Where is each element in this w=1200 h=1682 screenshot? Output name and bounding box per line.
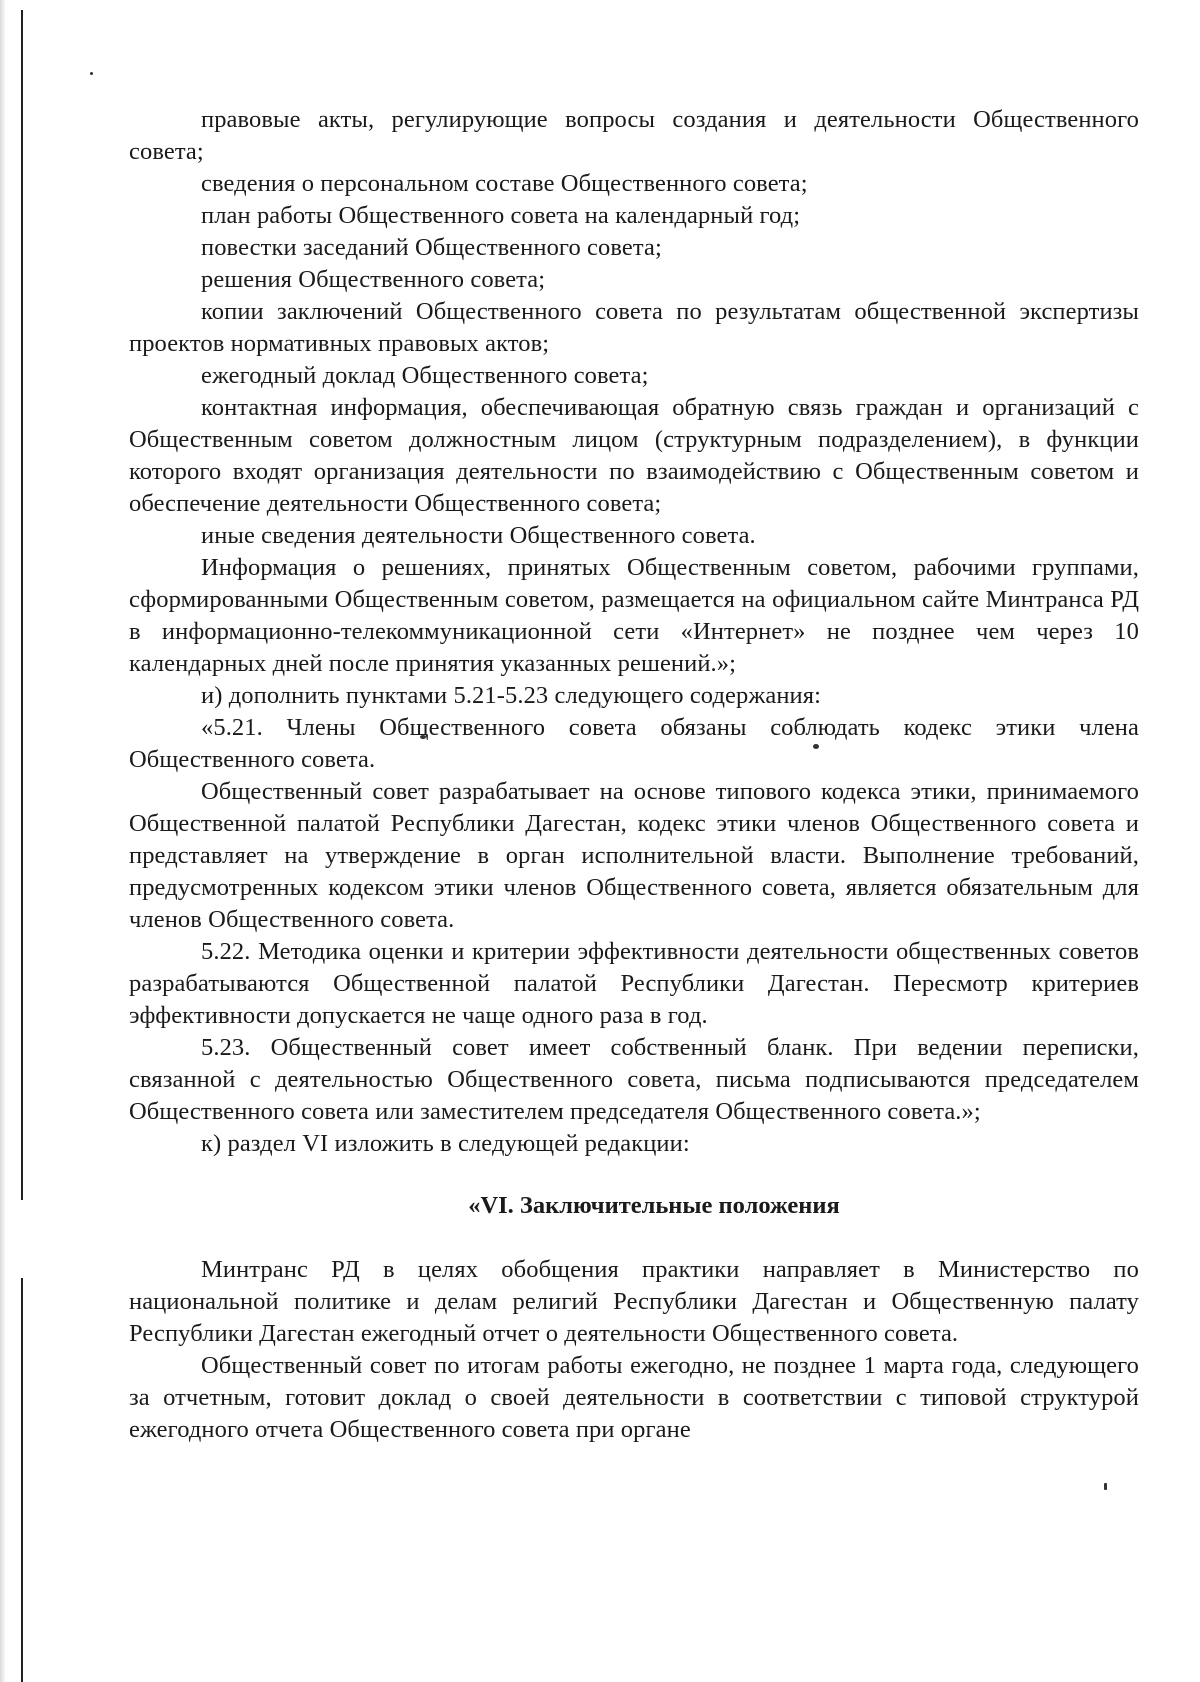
- binder-line-top: [21, 10, 23, 1200]
- scan-speck: [1104, 1483, 1107, 1490]
- paragraph: иные сведения деятельности Общественного совета.: [201, 522, 756, 549]
- paragraph: 5.23. Общественный совет имеет собственный бланк. При ведении переписки, связанной с деятельностью Общественного совета, письма подписываются председателем Общественного совета или заместителем председателя Общественного совета.»;: [129, 1034, 1139, 1125]
- scan-edge: [0, 0, 6, 1682]
- paragraph: ежегодный доклад Общественного совета;: [201, 362, 649, 389]
- paragraph: копии заключений Общественного совета по результатам общественной экспертизы проектов нормативных правовых актов;: [129, 298, 1139, 357]
- paragraph: контактная информация, обеспечивающая обратную связь граждан и организаций с Общественным советом должностным лицом (структурным подразделением), в функции которого входят организация деятельности по взаимодействию с Общественным советом и обеспечение деятельности Общественного совета;: [129, 394, 1139, 517]
- paragraph: решения Общественного совета;: [201, 266, 546, 293]
- paragraph: правовые акты, регулирующие вопросы создания и деятельности Общественного совета;: [129, 106, 1139, 165]
- paragraph: к) раздел VI изложить в следующей редакции:: [201, 1130, 690, 1157]
- paragraph: Общественный совет по итогам работы ежегодно, не позднее 1 марта года, следующего за отчетным, готовит доклад о своей деятельности в соответствии с типовой структурой ежегодного отчета Общественного совета при органе: [129, 1352, 1139, 1443]
- paragraph: Информация о решениях, принятых Общественным советом, рабочими группами, сформированными Общественным советом, размещается на официальном сайте Минтранса РД в информационно-телекоммуникационной сети «Интернет» не позднее чем через 10 календарных дней после принятия указанных решений.»;: [129, 554, 1139, 677]
- paragraph: «5.21. Члены Общественного совета обязаны соблюдать кодекс этики члена Общественного совета.: [129, 714, 1139, 773]
- binder-line-bottom: [21, 1278, 23, 1682]
- paragraph: Общественный совет разрабатывает на основе типового кодекса этики, принимаемого Общественной палатой Республики Дагестан, кодекс этики членов Общественного совета и представляет на утверждение в орган исполнительной власти. Выполнение требований, предусмотренных кодексом этики членов Общественного совета, является обязательным для членов Общественного совета.: [129, 778, 1139, 933]
- paragraph-group-2: [129, 1254, 1139, 1446]
- document-page: [129, 104, 1139, 1446]
- scan-speck: [90, 72, 93, 75]
- paragraph: план работы Общественного совета на календарный год;: [201, 202, 801, 229]
- paragraph: Минтранс РД в целях обобщения практики направляет в Министерство по национальной политике и делам религий Республики Дагестан и Общественную палату Республики Дагестан ежегодный отчет о деятельности Общественного совета.: [129, 1256, 1139, 1347]
- paragraph-group-1: [129, 104, 1139, 1160]
- paragraph: 5.22. Методика оценки и критерии эффективности деятельности общественных советов разрабатываются Общественной палатой Республики Дагестан. Пересмотр критериев эффективности допускается не чаще одного раза в год.: [129, 938, 1139, 1029]
- paragraph: сведения о персональном составе Общественного совета;: [201, 170, 808, 197]
- paragraph: повестки заседаний Общественного совета;: [201, 234, 662, 261]
- section-heading: «VI. Заключительные положения: [468, 1192, 840, 1219]
- paragraph: и) дополнить пунктами 5.21-5.23 следующего содержания:: [201, 682, 822, 709]
